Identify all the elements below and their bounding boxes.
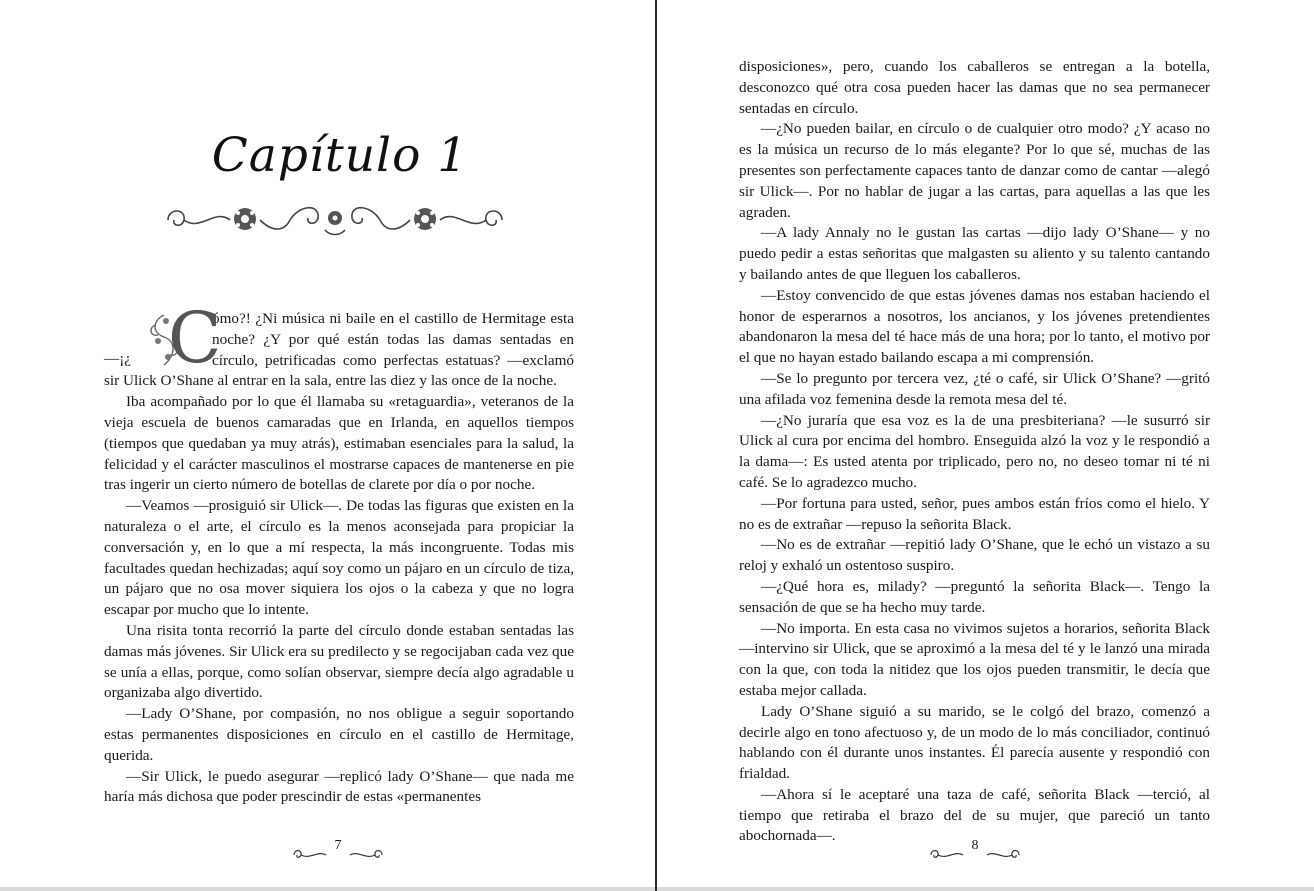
paragraph: —Se lo pregunto por tercera vez, ¿té o café, sir Ulick O’Shane? —gritó una afilada voz femenina desde la remota mesa del té. bbox=[739, 369, 1210, 408]
paragraph: —Por fortuna para usted, señor, pues ambos están fríos como el hielo. Y no es de extrañar —repuso la señorita Black. bbox=[739, 494, 1210, 533]
paragraph: ómo?! ¿Ni música ni baile en el castillo de Hermitage esta noche? ¿Y por qué están todas las damas sentadas en círculo, petrificadas como perfectas estatuas? —exclamó sir Ulick O’Shane al entrar en la sala, entre las diez y las once de la noche. bbox=[104, 310, 574, 390]
paragraph: —Sir Ulick, le puedo asegurar —replicó lady O’Shane— que nada me haría más dichosa que poder prescindir de estas «permanentes bbox=[104, 767, 574, 806]
paragraph: Lady O’Shane siguió a su marido, se le colgó del brazo, comenzó a decirle algo en tono afectuoso y, de un modo de lo más conciliador, continuó hablando con él durante unos instantes. Él parecía ausente y respondió con frialdad. bbox=[739, 702, 1210, 783]
paragraph: —¿Qué hora es, milady? —preguntó la señorita Black—. Tengo la sensación de que se ha hecho muy tarde. bbox=[739, 577, 1210, 616]
paragraph: —¿No pueden bailar, en círculo o de cualquier otro modo? ¿Y acaso no es la música un recurso de lo más elegante? Por lo que sé, muchas de las presentes son perfectamente capaces tanto de danzar como de cantar —alegó sir Ulick—. Por no hablar de jugar a las cartas, para aquellas a las que les agraden. bbox=[739, 120, 1210, 221]
paragraph: Una risita tonta recorrió la parte del círculo donde estaban sentadas las damas más jóvenes. Sir Ulick era su predilecto y se regocijaban cada vez que se unía a ellas, porque, como solían observar, siempre decía algo agradable u organizaba algo divertido. bbox=[104, 621, 574, 702]
paragraph: —A lady Annaly no le gustan las cartas —dijo lady O’Shane— y no puedo pedir a estas señoritas que malgasten su aliento y su talento cantando y bailando antes de que lleguen los caballeros. bbox=[739, 224, 1210, 283]
page-shadow bbox=[657, 887, 1314, 891]
dropcap-prefix: —¡¿ bbox=[104, 350, 131, 367]
paragraph: —¿No juraría que esa voz es la de una presbiteriana? —le susurró sir Ulick al cura por encima del hombro. Enseguida alzó la voz y le respondió a la dama—: Es usted atenta por triplicado, pero no, no deseo tomar ni té ni café. Se lo agradezco mucho. bbox=[739, 411, 1210, 491]
dropcap-letter: C bbox=[168, 297, 222, 379]
drop-cap bbox=[104, 297, 222, 379]
paragraph: disposiciones», pero, cuando los caballeros se entregan a la botella, desconozco qué otra cosa pueden hacer las damas que no sea permanecer sentadas en círculo. bbox=[739, 58, 1210, 117]
chapter-title: Capítulo 1 bbox=[211, 128, 469, 183]
page-shadow bbox=[0, 887, 655, 891]
right-page bbox=[657, 0, 1314, 891]
left-page bbox=[0, 0, 655, 891]
scroll-ornament-icon bbox=[160, 196, 510, 240]
page-number: 8 bbox=[971, 838, 979, 853]
page-number: 7 bbox=[334, 838, 342, 853]
paragraph: —Ahora sí le aceptaré una taza de café, señorita Black —terció, al tiempo que retiraba el brazo del de su mujer, que pareció un tanto abochornada—. bbox=[739, 785, 1210, 845]
right-page-text bbox=[739, 57, 1210, 847]
paragraph: —Estoy convencido de que estas jóvenes damas nos estaban haciendo el honor de esperarnos a nosotros, los ancianos, y los jóvenes pretendientes abandonaron la mesa del té hace más de una hora; por lo tanto, el motivo por el que no hayan estado bailando escapa a mi comprensión. bbox=[739, 286, 1210, 367]
left-page-text bbox=[104, 297, 574, 808]
paragraph: —Lady O’Shane, por compasión, no nos obligue a seguir soportando estas permanentes disposiciones en círculo en el castillo de Hermitage, querida. bbox=[104, 705, 574, 764]
paragraph: Iba acompañado por lo que él llamaba su «retaguardia», veteranos de la vieja escuela de buenos camaradas que en Irlanda, en aquellos tiempos (tiempos que quedaban ya muy atrás), estimaban esenciales para la salud, la felicidad y el carácter masculinos el mostrarse capaces de mantenerse en pie tras ingerir un cierto número de botellas de clarete por día o por noche. bbox=[104, 393, 574, 494]
paragraph: —No importa. En esta casa no vivimos sujetos a horarios, señorita Black —intervino sir Ulick, que se aproximó a la mesa del té y le lanzó una mirada con la que, con toda la nitidez que los ojos pueden transmitir, le decía que estaba mejor callada. bbox=[739, 619, 1210, 699]
paragraph: —Veamos —prosiguió sir Ulick—. De todas las figuras que existen en la naturaleza o el arte, el círculo es la menos aconsejada para propiciar la conversación y, en lo que a mí respecta, la más incongruente. Todas mis facultades quedan hechizadas; aquí soy como un pájaro en un círculo de tiza, un pájaro que no osa mover siquiera los ojos o la cabeza y que no logra escapar por mucho que lo intente. bbox=[104, 497, 574, 619]
paragraph: —No es de extrañar —repitió lady O’Shane, que le echó un vistazo a su reloj y exhaló un ostentoso suspiro. bbox=[739, 536, 1210, 575]
